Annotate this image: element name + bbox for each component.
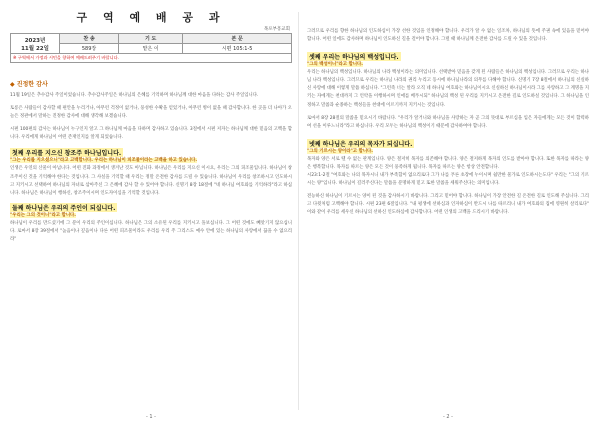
page-number: - 1 -	[146, 414, 156, 420]
value-scripture: 시편 105:1-5	[183, 44, 292, 54]
left-column	[10, 0, 292, 424]
service-date: 2023년 11월 22일	[11, 34, 60, 54]
quote: "그의 기르시는 양이라"고 합니다.	[307, 148, 373, 154]
section-heading: ◆ 진정한 감사	[10, 81, 48, 88]
paragraph: 시23:1-2절 "여호와는 나의 목자시니 내가 부족함이 없으리로다 그가 나를 푸른 초장에 누이시며 쉴만한 물가로 인도하시는도다" 우리는 "그의 기르시는 양"입니다. 하나님이 길러주신다는 말씀을 분명하게 믿고 또한 말씀을 세워주신다는 의미입니다.	[307, 173, 589, 187]
table-note: ※ 구역에서 가정과 시민을 향하여 예배드려주기 바랍니다.	[11, 54, 292, 63]
point-heading-4: 넷째 하나님은 우리의 목자가 되십니다.	[309, 140, 413, 148]
header-scripture: 본 문	[183, 34, 292, 44]
church-name: 목포부흥교회	[263, 27, 290, 32]
quote: "그는 우리를 지으셨으니"라고 고백합니다. 우리는 하나님이 피조물이라는 고백을 하고 있습니다.	[10, 158, 198, 164]
paragraph: 로마서 8장 28절의 말씀을 믿으시기 바랍니다. "우리가 알거니와 하나님을 사랑하는 자 곧 그의 뜻대로 부르심을 입은 자들에게는 모든 것이 합력하여 선을 이루느니라"라고 하십니다. 우리 모두는 하나님의 백성이기 때문에 감사하여야 합니다.	[307, 115, 589, 129]
quote: "우리는 그의 것이니"라고 합니다.	[10, 212, 76, 218]
point-heading-2: 둘째 하나님은 우리의 주인이 되십니다.	[12, 204, 116, 212]
worship-info-table	[10, 33, 292, 63]
left-body	[10, 79, 292, 244]
paragraph: 그러므로 우리를 향한 하나님의 인도하심이 가장 선한 것임을 인정해야 합니다. 우리가 알 수 없는 일조차, 하나님의 뜻에 주권 속에 있음을 믿어야 합니다. 어떤 일에도 감사하며 하나님이 인도하신 길을 걸어야 합니다. 그럴 때 하나님께 온전한 감사를 드릴 수 있을 것입니다.	[307, 29, 589, 43]
header-hymn: 찬 송	[60, 34, 119, 44]
right-column	[307, 0, 589, 424]
paragraph: 하나님이 우리를 만드셨기에 그 분이 우리의 주인이십니다. 하나님은 그의 소유된 우리를 지키시고 돌보십니다. 그 어떤 것에도 빼앗기지 않으십니다. 로마서 8장 39절에서 "높음이나 깊음이나 다른 어떤 피조물이라도 우리를 우리 주 그리스도 예수 안에 있는 하나님의 사랑에서 끊을 수 없으리라"	[10, 220, 292, 243]
paragraph: 토롱은 사람들이 감사할 때 편안을 누리거나, 아무런 걱정이 없거나, 풍성한 수확을 얻었거나, 아무런 병이 없을 때 감사합니다. 한 곳을 더 나아가 오늘은 정관에서 말하는 진정한 감사에 대해 생각해 보겠습니다.	[10, 106, 292, 120]
point-heading-3: 셋째 우리는 하나님의 백성입니다.	[309, 54, 399, 62]
quote: "그의 백성이니"라고 합니다.	[307, 62, 363, 68]
right-body	[307, 28, 589, 218]
point-heading-1: 첫째 우리를 지으신 창조주 하나님입니다.	[12, 150, 122, 158]
bulletin-title: 구 역 예 배 공 과	[76, 11, 226, 24]
paragraph: 전능하신 하나님이 기르시는 양이 된 것을 감사하시기 바랍니다. 그리고 믿어야 합니다. 하나님이 가장 안전한 길 온전한 길로 인도해 주십니다. 그리고 다윗처럼 고백해야 합니다. 시편 23편 6절입니다. "내 평생에 선하심과 인자하심이 반드시 나를 따르리니 내가 여호와의 집에 영원히 살리로다" 이와 같이 우리를 세우신 하나님의 선하신 인도하심에 감사합니다. 어떤 인생의 고백을 드리시기 바랍니다.	[307, 194, 589, 216]
header-prayer: 기 도	[119, 34, 183, 44]
page-number: - 2 -	[443, 414, 453, 420]
column-divider	[298, 12, 299, 410]
value-hymn: 589장	[60, 44, 119, 54]
value-prayer: 맡은 이	[119, 44, 183, 54]
paragraph: 인생은 우연의 산물이 아닙니다. 어떤 진화 과정에서 생겨난 것도 아닙니다. 하나님은 우리를 지으신 이시요, 우리는 그의 피조물입니다. 하나님이 창조주이신 것을 기억해야 한다는 것입니다. 그 사실을 기억할 때 우리는 정말 온전한 감사를 드릴 수 있습니다. 하나님이 우리를 창조하시고 인도하시고 지키시고 선택하여 하나님의 자녀로 삼아주신 그 은혜에 감사 할 수 있어야 합니다. 신명기 8장 18절에 "네 하나님 여호와를 기억하라"라고 하십니다. 하나님은 하나님이 행하신, 창조주이시며 인도자이심을 기억할 것입니다.	[10, 166, 292, 196]
paragraph: 목자와 양은 서로 뗄 수 없는 관계입니다. 양은 철저히 목자를 의존해야 합니다. 양은 철저하게 목자의 인도를 받아야 합니다. 또한 목자를 따라는 양은 행복합니다. 목자를 따르는 양은 모든 것이 풍족하게 됩니다. 목자를 따르는 양은 항상 안전합니다.	[307, 156, 589, 170]
paragraph: 시편 100편의 감사는 하나님이 누구인지 알고 그 하나님께 마음을 다하며 감사하고 있습니다. 3절에서 시편 저자는 하나님께 대한 믿음의 고백을 합니다. 우리에게 하나님이 어떤 존재인지를 알게 되었습니다.	[10, 127, 292, 141]
paragraph: 11월 19일은 추수감사 주일이었습니다. 추수감사주일은 하나님의 은혜를 기억하며 하나님께 대한 마음을 다하는 감사 주일입니다.	[10, 93, 259, 98]
paragraph: 우리는 하나님의 백성입니다. 하나님의 나라 백성이라는 의미입니다. 선택받아 믿음을 갖게 된 사람들은 하나님의 백성입니다. 그러므로 우리는 하나님 나라 백성입니다. 그러므로 우리는 하나님 나라의 권리 누리고 동시에 하나님나라의 의무를 다해야 합니다. 신명기 7장 8절에서 하나님의 신실하신 사랑에 대해 이렇게 말씀 하십니다. "그런즉 너는 알라 오직 네 하나님 여호와는 하나님이시요 신실하신 하나님이시라 그를 사랑하고 그 계명을 지키는 자에게는 천대까지 그 언약을 이행하시며 인애를 베푸시되" 하나님의 백성 된 우리를 지키시고 온전한 길로 인도하실 것입니다. 그 하나님을 인정하고 말씀과 순종하는 백성들을 천대에 이르기까지 지키시는 것입니다.	[307, 70, 589, 108]
